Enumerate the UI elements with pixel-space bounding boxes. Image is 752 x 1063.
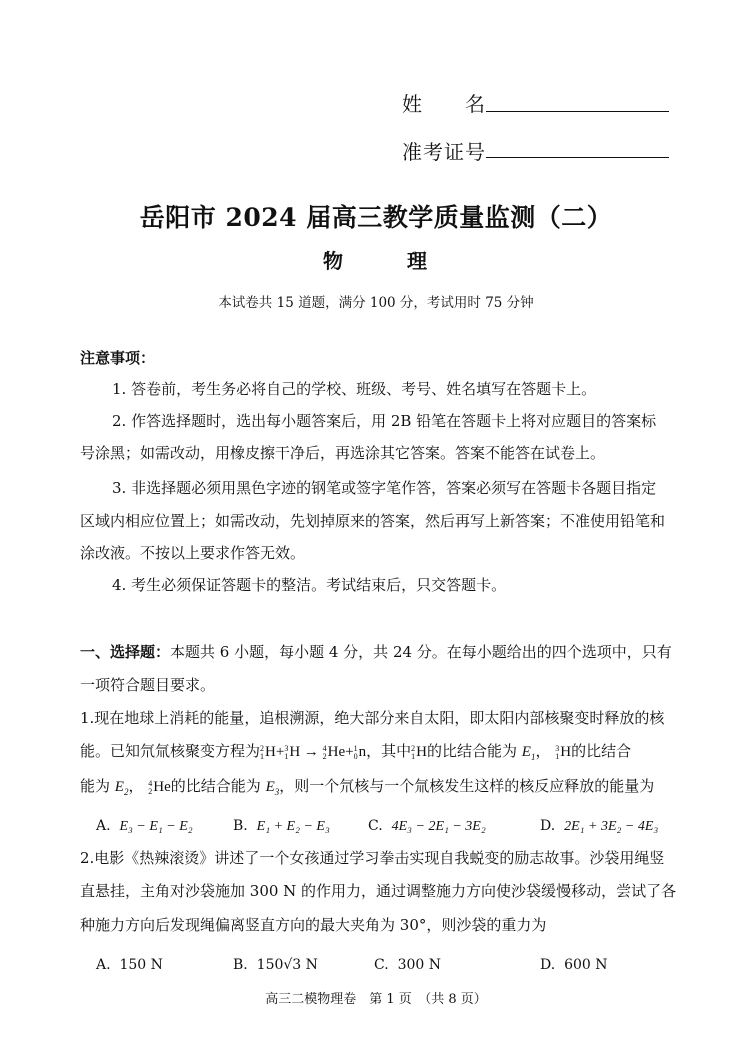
q1-option-a[interactable] xyxy=(96,818,193,835)
helium-symbol: 4 2 He xyxy=(148,778,171,796)
q2-option-d[interactable] xyxy=(540,957,608,973)
q1-text: ，其中 xyxy=(366,742,412,760)
page-footer: 高三二模物理卷 第 1 页 （共 8 页） xyxy=(265,992,487,1007)
exam-id-label: 准考证号 xyxy=(402,140,486,164)
deuterium-symbol: 2 1 H xyxy=(411,743,427,761)
q1-text: 能为 xyxy=(80,777,111,795)
option-label: A. xyxy=(96,957,111,973)
q1-text: ， xyxy=(128,777,144,795)
page-title: 岳阳市 2024 届高三教学质量监测（二） xyxy=(139,203,613,232)
option-label: B. xyxy=(233,818,248,834)
option-label: D. xyxy=(540,818,556,834)
notice-item-4: 4. 考生必须保证答题卡的整洁。考试结束后，只交答题卡。 xyxy=(112,576,507,594)
section-1-desc-line-1: 本题共 6 小题，每小题 4 分，共 24 分。在每小题给出的四个选项中，只有 xyxy=(170,643,672,661)
section-1-intro xyxy=(80,645,672,660)
tritium-symbol: 3 1 H xyxy=(555,743,572,761)
notice-item-1: 1. 答卷前，考生务必将自己的学校、班级、考号、姓名填写在答题卡上。 xyxy=(112,380,597,398)
q2-line-2: 直悬挂，主角对沙袋施加 300 N 的作用力，通过调整施力方向使沙袋缓慢移动，尝试了各 xyxy=(80,882,677,900)
q1-text: 的比结合能为 xyxy=(170,777,261,795)
option-text: 4E₃ − 2E₁ − 3E₂ xyxy=(391,819,486,834)
q1-text: ，则一个氘核与一个氚核发生这样的核反应释放的能量为 xyxy=(279,777,655,795)
q2-line-3: 种施力方向后发现绳偏离竖直方向的最大夹角为 30°，则沙袋的重力为 xyxy=(80,916,547,934)
q1-text: 能。已知氘氚核聚变方程为 xyxy=(80,742,261,760)
notice-item-3-line-1: 3. 非选择题必须用黑色字迹的钢笔或签字笔作答，答案必须写在答题卡各题目指定 xyxy=(112,479,657,497)
option-text: E₁ + E₂ − E₃ xyxy=(256,819,330,834)
q2-option-a[interactable] xyxy=(96,957,163,973)
e3-symbol: $E_3$ xyxy=(265,779,280,797)
q1-option-d[interactable] xyxy=(540,818,658,835)
notice-item-3-line-2: 区域内相应位置上；如需改动，先划掉原来的答案，然后再写上新答案；不准使用铅笔和 xyxy=(80,512,666,530)
e1-symbol: $E_1$ xyxy=(521,744,536,762)
option-label: C. xyxy=(374,957,389,973)
q2-option-b[interactable] xyxy=(233,957,318,973)
name-field-line[interactable] xyxy=(486,111,669,112)
option-text: 2E₁ + 3E₂ − 4E₃ xyxy=(564,819,659,834)
option-label: A. xyxy=(96,818,111,834)
option-text: 600 N xyxy=(564,957,608,973)
option-text: 300 N xyxy=(397,957,441,973)
notice-item-2-line-1: 2. 作答选择题时，选出每小题答案后，用 2B 铅笔在答题卡上将对应题目的答案标 xyxy=(112,412,657,430)
q1-option-c[interactable] xyxy=(368,818,486,835)
option-text: 150 N xyxy=(119,957,163,973)
notice-item-2-line-2: 号涂黑；如需改动，用橡皮擦干净后，再选涂其它答案。答案不能答在试卷上。 xyxy=(80,444,606,462)
q1-line-3 xyxy=(80,779,654,796)
section-1-desc-line-2: 一项符合题目要求。 xyxy=(80,676,216,694)
q2-option-c[interactable] xyxy=(374,957,441,973)
fusion-equation: 2 1 H+ 3 1 H → 4 2 He+ 1 0 n xyxy=(260,743,367,761)
option-label: C. xyxy=(368,818,383,834)
q1-text: 的比结合 xyxy=(571,742,632,760)
section-1-heading: 一、选择题： xyxy=(80,643,171,661)
option-label: D. xyxy=(540,957,556,973)
q1-line-1: 1.现在地球上消耗的能量，追根溯源，绝大部分来自太阳，即太阳内部核聚变时释放的核 xyxy=(80,709,665,727)
q2-line-1: 2.电影《热辣滚烫》讲述了一个女孩通过学习拳击实现自我蜕变的励志故事。沙袋用绳竖 xyxy=(80,849,665,867)
option-label: B. xyxy=(233,957,248,973)
name-label: 姓 名 xyxy=(402,92,486,116)
option-text: 150√3 N xyxy=(256,957,318,973)
notice-heading: 注意事项： xyxy=(80,349,156,367)
e2-symbol: $E_2$ xyxy=(114,779,129,797)
notice-item-3-line-3: 涂改液。不按以上要求作答无效。 xyxy=(80,544,306,562)
q1-text: 的比结合能为 xyxy=(426,742,517,760)
q1-line-2 xyxy=(80,744,631,761)
q1-text: ， xyxy=(535,742,551,760)
option-text: E₃ − E₁ − E₂ xyxy=(119,819,193,834)
q1-option-b[interactable] xyxy=(233,818,330,835)
subject-title: 物 理 xyxy=(323,249,449,273)
exam-id-field-line[interactable] xyxy=(486,157,669,158)
exam-info: 本试卷共 15 道题，满分 100 分，考试用时 75 分钟 xyxy=(218,295,534,311)
